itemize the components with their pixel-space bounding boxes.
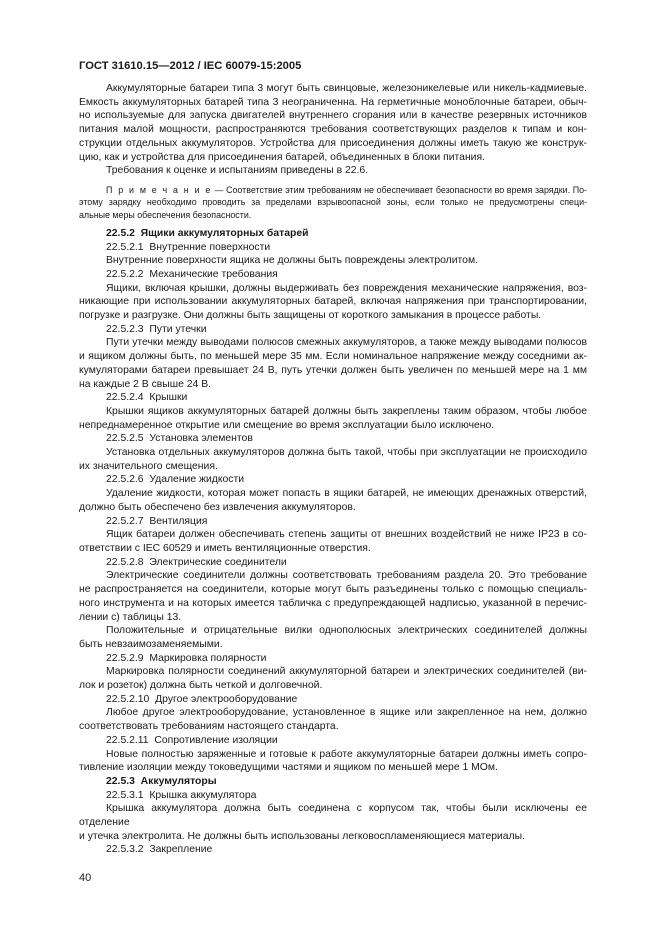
paragraph-line: кумуляторами батареи превышает 24 В, путь утечки должен быть увеличен по меньшей мере на 1 мм: [79, 364, 587, 376]
paragraph-line: Установка отдельных аккумуляторов должна быть такой, чтобы при эксплуатации не происходило: [106, 447, 587, 459]
paragraph-line: на каждые 2 В свыше 24 В.: [79, 378, 212, 390]
section-heading: 22.5.2 Ящики аккумуляторных батарей: [106, 227, 309, 239]
paragraph-line: тивление изоляции между токоведущими частями и ящиком по меньшей мере 1 МОм.: [79, 762, 498, 774]
paragraph-line: но используемые для запуска двигателей внутреннего сгорания или в качестве резервных источников: [79, 110, 587, 122]
paragraph-line: быть невзаимозаменяемыми.: [79, 638, 223, 650]
page-number: 40: [79, 872, 92, 884]
paragraph-line: цию, как и устройства для присоединения батарей, объединенных в блоки питания.: [79, 151, 485, 163]
subsection-heading: 22.5.2.3 Пути утечки: [106, 323, 207, 335]
paragraph-line: питания малой мощности, распространяются требования соответствующих разделов к типам и кон-: [79, 124, 587, 136]
paragraph-line: Аккумуляторные батареи типа 3 могут быть свинцовые, железоникелевые или никель-кадмиевые.: [106, 83, 587, 94]
paragraph-line: должно быть обеспечено без извлечения аккумуляторов.: [79, 501, 356, 513]
paragraph-line: ного инструмента и на которых имеется табличка с предупреждающей надписью, указанной в перечис-: [79, 597, 587, 609]
paragraph-line: их значительного смещения.: [79, 460, 218, 472]
note-line: П р и м е ч а н и е — Соответствие этим требованиям не обеспечивает безопасности во время зарядки. По-: [106, 184, 587, 195]
paragraph-line: никающие при использовании аккумуляторных батарей, включая напряжения при транспортировании,: [79, 296, 587, 308]
paragraph: Внутренние поверхности ящика не должны быть повреждены электролитом.: [106, 255, 478, 267]
paragraph-line: и утечка электролита. Не должны быть использованы легковоспламеняющиеся материалы.: [79, 830, 525, 842]
paragraph-line: непреднамеренное открытие или смещение во время эксплуатации было исключено.: [79, 419, 495, 431]
subsection-heading: 22.5.3.2 Закрепление: [106, 844, 213, 856]
note-block: [79, 184, 587, 221]
paragraph-line: и ящиком должны быть, по меньшей мере 35 мм. Если номинальное напряжение между соседними ак-: [79, 351, 587, 363]
paragraph-line: Крышка аккумулятора должна быть соединена с корпусом так, чтобы были исключены ее отделение: [79, 803, 587, 829]
section-heading: 22.5.3 Аккумуляторы: [106, 775, 217, 787]
subsection-heading: 22.5.2.10 Другое электрооборудование: [106, 693, 298, 705]
paragraph: Требования к оценке и испытаниям приведены в 22.6.: [106, 165, 369, 177]
note-line: этому зарядку необходимо проводить за пределами взрывоопасной зоны, если только не предусмотрены специ-: [79, 197, 587, 208]
paragraph-line: лок и розеток) должна быть четкой и долговечной.: [79, 680, 323, 692]
paragraph-line: Ящики, включая крышки, должны выдерживать без повреждения механические напряжения, воз-: [106, 282, 587, 294]
subsection-heading: 22.5.3.1 Крышка аккумулятора: [106, 789, 257, 801]
document-header: ГОСТ 31610.15—2012 / IEC 60079-15:2005: [79, 60, 302, 72]
paragraph-line: ответствии с IEC 60529 и иметь вентиляционные отверстия.: [79, 542, 371, 554]
paragraph-line: Электрические соединители должны соответствовать требованиям раздела 20. Это требование: [106, 570, 587, 582]
paragraph-line: Новые полностью заряженные и готовые к работе аккумуляторные батареи должны иметь сопро-: [106, 748, 587, 760]
subsection-heading: 22.5.2.9 Маркировка полярности: [106, 652, 267, 664]
subsection-heading: 22.5.2.8 Электрические соединители: [106, 556, 287, 568]
subsection-heading: 22.5.2.5 Установка элементов: [106, 433, 253, 445]
subsection-heading: 22.5.2.4 Крышки: [106, 392, 188, 404]
paragraph-line: Маркировка полярности соединений аккумуляторной батареи и электрических соединителей (ви-: [106, 666, 587, 678]
subsection-heading: 22.5.2.7 Вентиляция: [106, 515, 208, 527]
subsection-heading: 22.5.2.6 Удаление жидкости: [106, 474, 245, 486]
subsection-heading: 22.5.2.11 Сопротивление изоляции: [106, 734, 278, 746]
note-label: П р и м е ч а н и е: [106, 184, 212, 195]
note-line: альные меры обеспечения безопасности.: [79, 209, 252, 220]
paragraph-line: Ящик батареи должен обеспечивать степень защиты от внешних воздействий не ниже IP23 в со-: [106, 529, 587, 541]
paragraph-line: Пути утечки между выводами полюсов смежных аккумуляторов, а также между выводами полюсов: [106, 337, 587, 349]
document-body: [79, 82, 587, 857]
paragraph-line: погрузке и разгрузке. Они должны быть защищены от короткого замыкания в процессе работы.: [79, 310, 542, 322]
paragraph-line: струкции отдельных аккумуляторов. Устройства для присоединения должны иметь такую же конструк-: [79, 137, 587, 149]
paragraph-line: не распространяется на соединители, которые могут быть разъединены только с помощью специаль-: [79, 584, 587, 596]
paragraph-line: лении с) таблицы 13.: [79, 611, 182, 623]
subsection-heading: 22.5.2.1 Внутренние поверхности: [106, 241, 271, 253]
paragraph-line: соответствовать требованиям настоящего стандарта.: [79, 721, 339, 733]
paragraph-line: Любое другое электрооборудование, установленное в ящике или закрепленное на нем, должно: [106, 707, 587, 719]
paragraph-line: Крышки ящиков аккумуляторных батарей должны быть закреплены таким образом, чтобы любое: [106, 405, 587, 417]
paragraph-line: Удаление жидкости, которая может попасть в ящики батарей, не имеющих дренажных отверстий,: [106, 488, 587, 500]
paragraph-line: Положительные и отрицательные вилки однополюсных электрических соединителей должны: [106, 625, 587, 637]
paragraph-line: Емкость аккумуляторных батарей типа 3 неограниченна. На герметичные моноблочные батареи, обыч-: [79, 96, 587, 108]
subsection-heading: 22.5.2.2 Механические требования: [106, 268, 278, 280]
